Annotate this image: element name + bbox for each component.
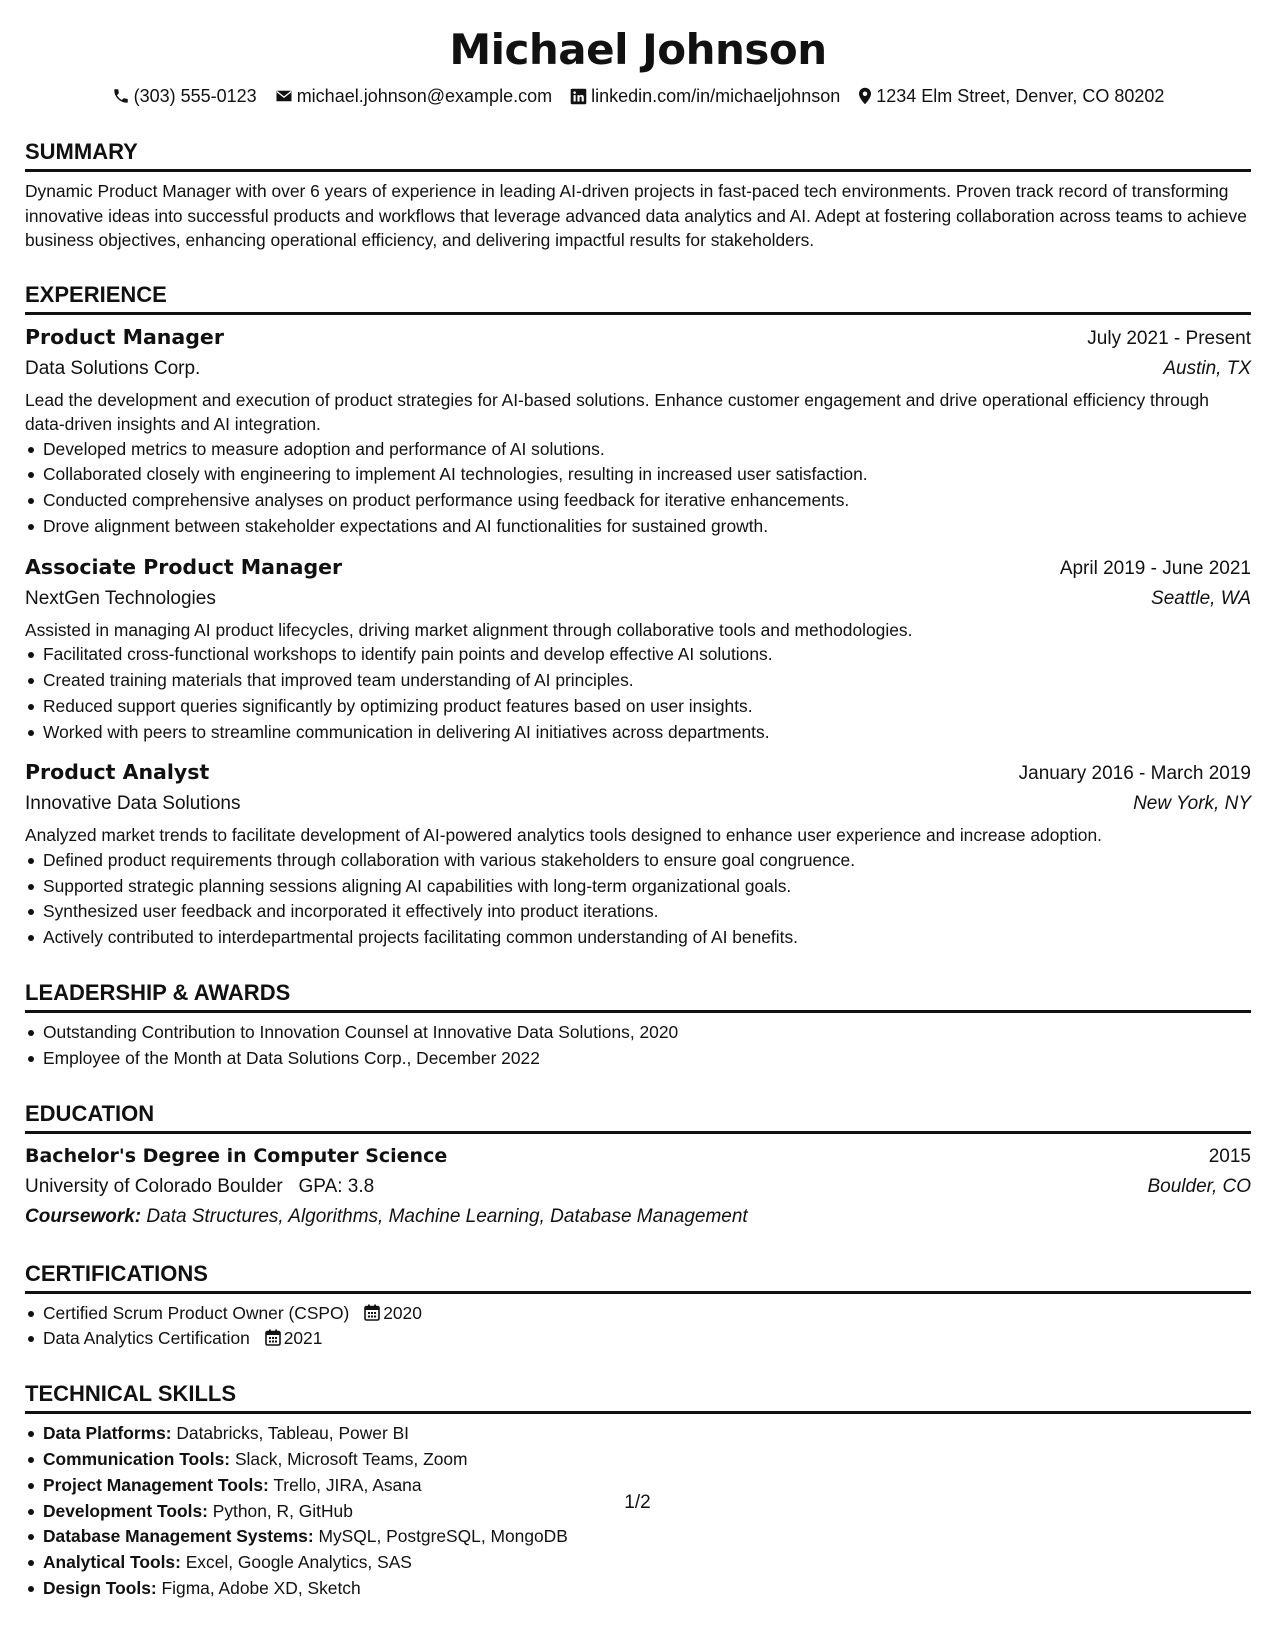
section-title-summary: SUMMARY [25, 138, 1251, 172]
list-item [43, 1421, 1251, 1447]
list-item: Supported strategic planning sessions aligning AI capabilities with long-term organizational goals. [43, 874, 1251, 900]
phone-icon [112, 87, 130, 105]
job-role: Associate Product Manager [25, 554, 343, 579]
calendar-icon [364, 1304, 380, 1321]
list-item [43, 1301, 1251, 1327]
skill-value: Trello, JIRA, Asana [273, 1474, 422, 1495]
skill-value: Excel, Google Analytics, SAS [185, 1552, 412, 1573]
skill-label: Data Platforms: [43, 1423, 172, 1444]
list-item: Outstanding Contribution to Innovation Counsel at Innovative Data Solutions, 2020 [43, 1020, 1251, 1046]
cert-name: Data Analytics Certification [43, 1328, 250, 1349]
job-bullets [25, 642, 1251, 745]
job-company: Innovative Data Solutions [25, 793, 241, 815]
section-title-education: EDUCATION [25, 1100, 1251, 1134]
skill-value: Figma, Adobe XD, Sketch [161, 1578, 361, 1599]
job-company: NextGen Technologies [25, 587, 216, 609]
certifications-list [25, 1301, 1251, 1353]
school-location: Boulder, CO [1147, 1175, 1251, 1197]
linkedin-text: linkedin.com/in/michaeljohnson [591, 85, 841, 106]
cert-year: 2020 [383, 1302, 422, 1323]
list-item: Facilitated cross-functional workshops to identify pain points and develop effective AI solutions. [43, 642, 1251, 668]
list-item: Collaborated closely with engineering to implement AI technologies, resulting in increased user satisfaction. [43, 462, 1251, 488]
job-location: Seattle, WA [1151, 587, 1251, 609]
job-entry [25, 552, 1251, 746]
gpa: GPA: 3.8 [298, 1175, 375, 1197]
job-role: Product Analyst [25, 760, 210, 785]
contact-email[interactable] [275, 86, 552, 107]
education-section [25, 1100, 1251, 1232]
school-line [25, 1172, 374, 1202]
job-description: Analyzed market trends to facilitate development of AI-powered analytics tools designed to enhance user experience and increase adoption. [25, 825, 1102, 846]
address-text: 1234 Elm Street, Denver, CO 80202 [876, 85, 1165, 106]
leadership-section [25, 979, 1251, 1072]
job-entry [25, 757, 1251, 951]
skill-label: Project Management Tools: [43, 1474, 269, 1495]
contact-bar [25, 84, 1251, 108]
certifications-section [25, 1260, 1251, 1353]
coursework-list: Data Structures, Algorithms, Machine Learning, Database Management [146, 1205, 748, 1227]
skill-label: Development Tools: [43, 1500, 208, 1521]
list-item: Synthesized user feedback and incorporated it effectively into product iterations. [43, 899, 1251, 925]
degree-title: Bachelor's Degree in Computer Science [25, 1144, 448, 1167]
skill-label: Communication Tools: [43, 1449, 231, 1470]
job-role: Product Manager [25, 324, 224, 349]
section-title-skills: TECHNICAL SKILLS [25, 1380, 1251, 1414]
skill-value: MySQL, PostgreSQL, MongoDB [318, 1526, 568, 1547]
list-item: Developed metrics to measure adoption and performance of AI solutions. [43, 437, 1251, 463]
list-item: Reduced support queries significantly by optimizing product features based on user insights. [43, 694, 1251, 720]
skill-label: Design Tools: [43, 1578, 157, 1599]
job-entry [25, 322, 1251, 540]
school-name: University of Colorado Boulder [25, 1175, 283, 1197]
list-item: Actively contributed to interdepartmental projects facilitating common understanding of AI benefits. [43, 925, 1251, 951]
awards-list [25, 1020, 1251, 1072]
section-title-leadership: LEADERSHIP & AWARDS [25, 979, 1251, 1013]
skill-value: Slack, Microsoft Teams, Zoom [234, 1449, 468, 1470]
skill-value: Python, R, GitHub [212, 1500, 353, 1521]
list-item [43, 1576, 1251, 1602]
contact-phone[interactable] [112, 86, 257, 107]
cert-year: 2021 [283, 1328, 323, 1349]
cert-name: Certified Scrum Product Owner (CSPO) [43, 1302, 350, 1323]
resume-page [25, 0, 1251, 1602]
job-dates: July 2021 - Present [1087, 327, 1251, 349]
list-item [43, 1447, 1251, 1473]
linkedin-icon [570, 88, 587, 105]
job-dates: January 2016 - March 2019 [1018, 763, 1251, 785]
contact-linkedin[interactable] [570, 86, 840, 107]
job-dates: April 2019 - June 2021 [1059, 557, 1251, 579]
phone-text: (303) 555-0123 [133, 85, 257, 106]
job-description: Assisted in managing AI product lifecycles, driving market alignment through collaborative tools and methodologies. [25, 619, 913, 640]
candidate-name: Michael Johnson [449, 25, 827, 74]
list-item: Created training materials that improved team understanding of AI principles. [43, 668, 1251, 694]
skill-label: Database Management Systems: [43, 1526, 314, 1547]
envelope-icon [275, 87, 293, 105]
list-item [43, 1326, 1251, 1352]
calendar-icon [265, 1329, 281, 1346]
summary-section [25, 138, 1251, 253]
job-bullets [25, 437, 1251, 540]
section-title-certifications: CERTIFICATIONS [25, 1260, 1251, 1294]
job-description: Lead the development and execution of product strategies for AI-based solutions. Enhance customer engagement and drive operational efficiency through data-driven insights and AI integration. [25, 389, 1209, 434]
list-item: Employee of the Month at Data Solutions Corp., December 2022 [43, 1046, 1251, 1072]
coursework [25, 1202, 1251, 1232]
job-company: Data Solutions Corp. [25, 357, 201, 379]
coursework-label: Coursework: [25, 1205, 142, 1227]
contact-address [858, 86, 1164, 107]
list-item [43, 1524, 1251, 1550]
section-title-experience: EXPERIENCE [25, 281, 1251, 315]
job-bullets [25, 848, 1251, 951]
summary-text: Dynamic Product Manager with over 6 years of experience in leading AI-driven projects in fast-paced tech environments. Proven track record of transforming innovative ideas into successful products and workflows that leverage advanced data analytics and AI. Adept at fostering collaboration across teams to achieve business objectives, enhancing operational efficiency, and delivering impactful results for stakeholders. [25, 181, 1247, 250]
skill-label: Analytical Tools: [43, 1552, 181, 1573]
list-item: Worked with peers to streamline communication in delivering AI initiatives across departments. [43, 720, 1251, 746]
map-pin-icon [858, 87, 872, 105]
page-number: 1/2 [624, 1492, 651, 1513]
skill-value: Databricks, Tableau, Power BI [176, 1423, 410, 1444]
email-text: michael.johnson@example.com [296, 85, 553, 106]
experience-section [25, 281, 1251, 952]
job-location: New York, NY [1133, 793, 1251, 815]
job-location: Austin, TX [1163, 357, 1251, 379]
list-item: Conducted comprehensive analyses on product performance using feedback for iterative enhancements. [43, 488, 1251, 514]
graduation-year: 2015 [1208, 1145, 1251, 1167]
list-item: Drove alignment between stakeholder expectations and AI functionalities for sustained growth. [43, 514, 1251, 540]
list-item: Defined product requirements through collaboration with various stakeholders to ensure goal congruence. [43, 848, 1251, 874]
list-item [43, 1550, 1251, 1576]
